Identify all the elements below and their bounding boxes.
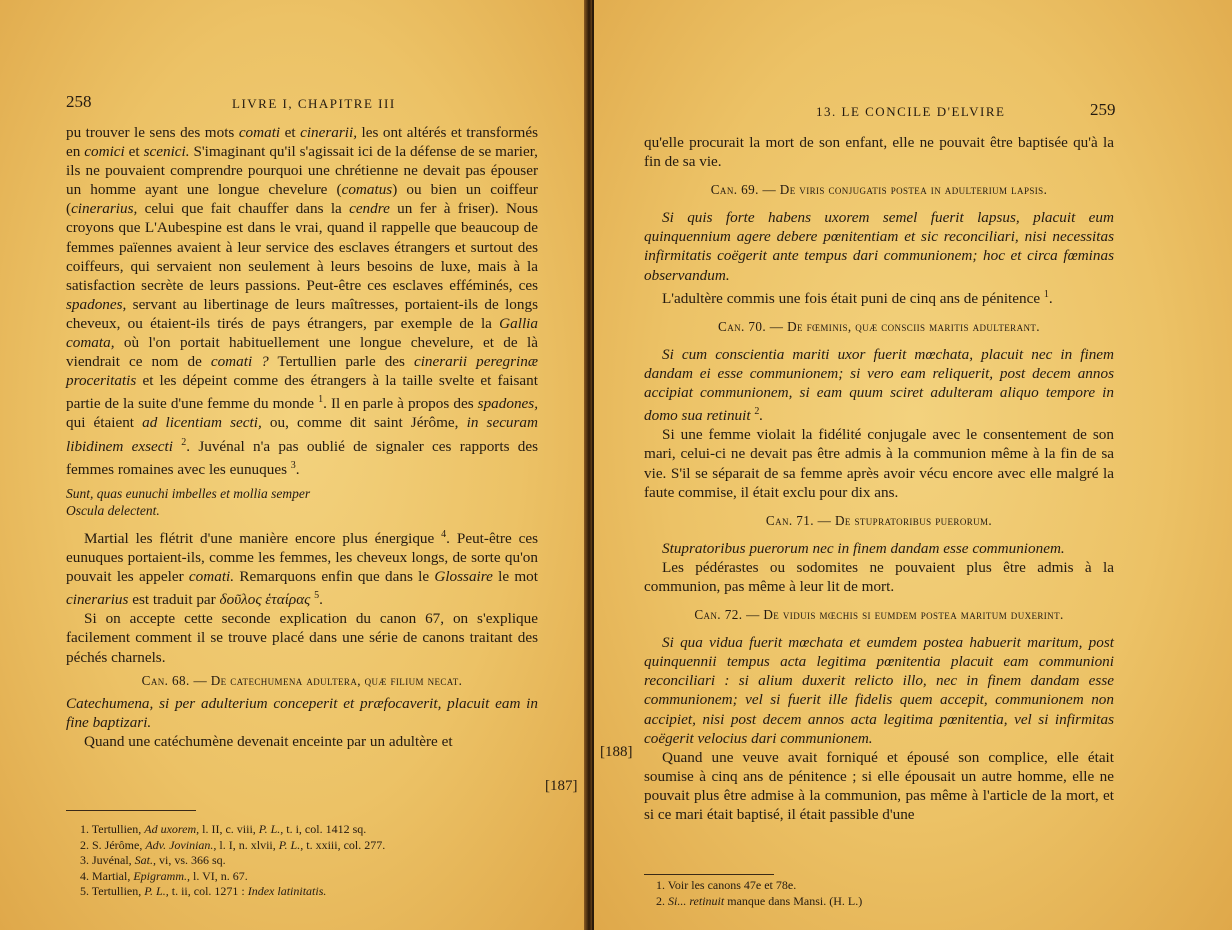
footnote-ref: 2: [754, 406, 760, 418]
text-run: celui que fait chauffer dans la: [137, 200, 350, 218]
italic-text: cinerarius,: [71, 200, 138, 218]
canon-label: Can. 71. —: [765, 512, 835, 528]
italic-text: Index latinitatis.: [247, 884, 327, 899]
italic-text: P. L.,: [278, 837, 304, 852]
verse-line: Sunt, quas eunuchi imbelles et mollia semper: [66, 485, 311, 501]
verse-line: Oscula delectent.: [66, 502, 160, 518]
italic-text: spadones,: [477, 395, 538, 413]
text-run: 5. Tertullien,: [80, 884, 145, 899]
canon-heading: [66, 671, 538, 690]
text-run: les ont altérés et transformés en: [66, 124, 538, 161]
text-run: Stupratoribus puerorum nec in finem dandam esse communionem.: [662, 539, 1065, 557]
italic-text: δοῦλος ἑταίρας: [219, 591, 311, 609]
footnote: [80, 838, 385, 854]
text-run: .: [319, 591, 323, 609]
text-run: servant au libertinage de leurs maîtresses, portaient-ils de longs cheveux, ou étaient-ils tirés de pays étrangers, par exemple de la: [66, 295, 538, 332]
text-run: ) ou bien un coiffeur (: [66, 181, 538, 218]
italic-text: Si... retinuit: [668, 893, 725, 908]
italic-text: Gallia comata,: [66, 314, 538, 352]
footnote-ref: 5: [314, 590, 320, 602]
text-run: où l'on portait habituellement une longue chevelure, et de là viendrait ce nom de: [66, 334, 538, 371]
text-run: 1. Voir les canons 47e et 78e.: [656, 878, 797, 892]
text-run: .: [295, 460, 300, 478]
canon-heading: [644, 180, 1114, 199]
text-run: .: [759, 407, 764, 425]
text-run: l. VI, n. 67.: [190, 868, 248, 883]
text-run: ou, comme dit saint Jérôme,: [261, 414, 467, 432]
italic-text: comatus: [341, 181, 393, 199]
italic-text: cinerarii,: [300, 124, 358, 141]
text-run: pu trouver le sens des mots: [66, 124, 239, 141]
paragraph: [644, 208, 1114, 284]
text-run: Quand une catéchumène devenait enceinte par un adultère et: [84, 732, 453, 750]
text-run: t. xxiii, col. 277.: [303, 837, 386, 852]
italic-text: P. L.,: [144, 884, 169, 899]
italic-text: comati.: [188, 568, 235, 586]
margin-page-marker: [188]: [600, 744, 633, 760]
footnote-rule: [644, 874, 774, 875]
canon-label: Can. 70. —: [718, 318, 788, 334]
footnotes: [656, 878, 862, 909]
canon-title: De viris conjugatis postea in adulterium lapsis.: [779, 182, 1048, 198]
text-run: qu'elle procurait la mort de son enfant, elle ne pouvait être baptisée qu'à la fin de sa vie.: [644, 134, 1114, 171]
footnote-ref: 1: [318, 394, 324, 406]
italic-text: P. L.,: [258, 822, 284, 836]
paragraph: [644, 425, 1114, 501]
canon-heading: [644, 317, 1114, 336]
text-run: 1. Tertullien,: [80, 822, 145, 836]
footnote: [80, 822, 385, 838]
text-run: Tertullien parle des: [268, 353, 414, 371]
footnote: [656, 894, 862, 910]
footnote-rule: [66, 810, 196, 811]
italic-text: spadones,: [66, 295, 127, 313]
text-run: . Juvénal n'a pas oublié de signaler ces rapports des femmes romaines avec les eunuques: [66, 437, 539, 478]
paragraph: [644, 633, 1114, 748]
text-run: L'adultère commis une fois était puni de cinq ans de pénitence: [662, 289, 1044, 307]
italic-text: scenici.: [143, 143, 190, 161]
italic-text: comici: [84, 143, 125, 161]
paragraph: [66, 609, 538, 666]
text-run: Remarquons enfin que dans le: [234, 568, 435, 586]
italic-text: Glossaire: [434, 568, 493, 586]
footnote: [80, 869, 385, 885]
italic-text: Ad uxorem,: [144, 822, 200, 836]
paragraph: [66, 694, 538, 732]
text-run: t. ii, col. 1271 :: [168, 884, 248, 899]
italic-text: Adv. Jovinian.,: [145, 837, 217, 852]
text-run: l. II, c. viii,: [199, 822, 259, 836]
canon-title: De fœminis, quæ consciis maritis adulterant.: [787, 318, 1040, 334]
body-text: [644, 133, 1114, 824]
footnote-ref: 4: [441, 528, 447, 540]
text-run: Si cum conscientia mariti uxor fuerit mœchata, placuit nec in finem dandam ei esse communionem; si vero eam reliquerit, post decem annos accipiat communionem, si eam quum sciret adulteram aliquo tempore in domo sua retinuit: [644, 345, 1114, 425]
running-head: LIVRE I, CHAPITRE III: [232, 96, 396, 111]
text-run: est traduit par: [128, 591, 220, 609]
footnote-ref: 1: [1043, 288, 1049, 300]
canon-heading: [644, 511, 1114, 530]
italic-text: comati ?: [210, 353, 269, 371]
footnote: [80, 853, 385, 869]
italic-text: in securam libidinem exsecti: [66, 414, 538, 455]
canon-title: De viduis mœchis si eumdem postea maritum duxerint.: [763, 607, 1064, 623]
paragraph: [66, 525, 538, 610]
text-run: vi, vs. 366 sq.: [156, 853, 226, 868]
italic-text: ad licentiam secti,: [142, 414, 262, 432]
text-run: Si une femme violait la fidélité conjugale avec le consentement de son mari, celui-ci ne devait pas être admis à la communion même à la fin de sa vie. S'il se séparait de sa femme après avoir vécu encore avec elle malgré la faute commise, il était exclu pour dix ans.: [644, 426, 1114, 501]
italic-text: Sat.,: [134, 853, 156, 868]
text-run: Quand une veuve avait forniqué et épousé son complice, elle était soumise à cinq ans de pénitence ; si elle épousait un autre homme, elle ne pouvait plus être admise à la communion, pas même à l'article de la mort, et si ce mari était baptisé, il était passible d'une: [644, 748, 1114, 824]
text-run: . Il en parle à propos des: [323, 395, 478, 413]
paragraph: [644, 133, 1114, 171]
italic-text: comati: [238, 124, 281, 141]
verse-quote: [66, 485, 538, 519]
paragraph: [644, 285, 1114, 308]
italic-text: cinerarius: [66, 591, 129, 609]
text-run: Catechumena, si per adulterium conceperit et præfocaverit, placuit eam in fine baptizari.: [66, 694, 538, 731]
text-run: Les pédérastes ou sodomites ne pouvaient plus être admis à la communion, pas même à leur lit de mort.: [644, 558, 1114, 595]
text-run: 4. Martial,: [80, 868, 134, 883]
italic-text: cinerarii peregrinæ proceritatis: [66, 353, 538, 390]
page-number: 258: [66, 92, 92, 111]
canon-label: Can. 69. —: [710, 182, 780, 198]
left-page: [0, 0, 588, 930]
text-run: Si qua vidua fuerit mœchata et eumdem postea habuerit maritum, post quinquennii tempus acta legitima pœnitentia placuit eam communioni reconciliari : si alium duxerit relicto illo, nec in finem dandam esse communionem; vel si fuerit ille fidelis quem accepit, communionem non accipiet, nisi post decem annos acta legitima pœnitentia, vel si infirmitas coëgerit velocius dari communionem.: [644, 634, 1114, 747]
text-run: et: [280, 124, 301, 141]
text-run: l. I, n. xlvii,: [216, 837, 279, 852]
text-run: S'imaginant qu'il s'agissait ici de la défense de se marier, ils ne pouvaient comprendre pourquoi une chrétienne ne devait pas épouser un homme ayant une longue chevelure (: [66, 143, 538, 199]
italic-text: Epigramm.,: [133, 868, 190, 883]
canon-heading: [644, 605, 1114, 624]
text-run: Si on accepte cette seconde explication du canon 67, on s'explique facilement comment il se trouve placé dans une série de canons traitant des péchés charnels.: [66, 610, 538, 666]
canon-title: De catechumena adultera, quæ filium necat.: [210, 672, 463, 688]
body-text: [66, 123, 538, 751]
canon-label: Can. 72. —: [694, 607, 764, 623]
margin-page-marker: [187]: [545, 778, 578, 794]
paragraph: [66, 732, 538, 751]
paragraph: [66, 123, 538, 479]
text-run: 2. S. Jérôme,: [80, 837, 146, 852]
page-number: 259: [1090, 100, 1116, 119]
canon-title: De stupratoribus puerorum.: [834, 512, 993, 528]
paragraph: [644, 345, 1114, 425]
text-run: 2.: [656, 893, 668, 908]
text-run: qui étaient: [66, 414, 143, 432]
text-run: et les dépeint comme des étrangers à la taille svelte et faisant partie de la suite d'une femme du monde: [66, 372, 538, 413]
footnote: [656, 878, 862, 894]
running-head: 13. LE CONCILE D'ELVIRE: [816, 104, 1006, 119]
text-run: un fer à friser). Nous croyons que L'Aubespine est dans le vrai, quand il rappelle que beaucoup de femmes païennes avaient à leur service des esclaves étrangers et surtout des coiffeurs, qui servaient non seulement à leurs besoins de luxe, mais à la satisfaction secrète de leurs passions. Peut-être ces esclaves efféminés, ces: [66, 200, 539, 294]
footnote-ref: 3: [290, 459, 296, 471]
paragraph: [644, 558, 1114, 596]
text-run: et: [124, 143, 144, 161]
text-run: Si quis forte habens uxorem semel fuerit lapsus, placuit eum quinquennium agere debere pœnitentiam et sic reconciliari, nisi necessitas infirmitatis coëgerit ante tempus dari communionem; hoc et circa fœminas observandum.: [644, 209, 1114, 284]
canon-label: Can. 68. —: [141, 672, 211, 688]
footnote: [80, 884, 385, 900]
text-run: t. i, col. 1412 sq.: [283, 822, 367, 836]
italic-text: cendre: [349, 200, 390, 218]
text-run: le mot: [492, 568, 538, 586]
text-run: manque dans Mansi. (H. L.): [724, 893, 863, 908]
text-run: Martial les flétrit d'une manière encore plus énergique: [84, 529, 442, 547]
footnote-ref: 2: [181, 436, 187, 448]
text-run: .: [1048, 289, 1053, 307]
text-run: [173, 438, 181, 455]
right-page: [592, 0, 1232, 930]
text-run: . Peut-être ces eunuques portaient-ils, comme les femmes, les cheveux longs, de sorte qu'on pouvait les appeler: [66, 529, 539, 586]
paragraph: [644, 748, 1114, 824]
footnotes: [80, 822, 385, 900]
text-run: 3. Juvénal,: [80, 853, 135, 868]
paragraph: [644, 539, 1114, 558]
